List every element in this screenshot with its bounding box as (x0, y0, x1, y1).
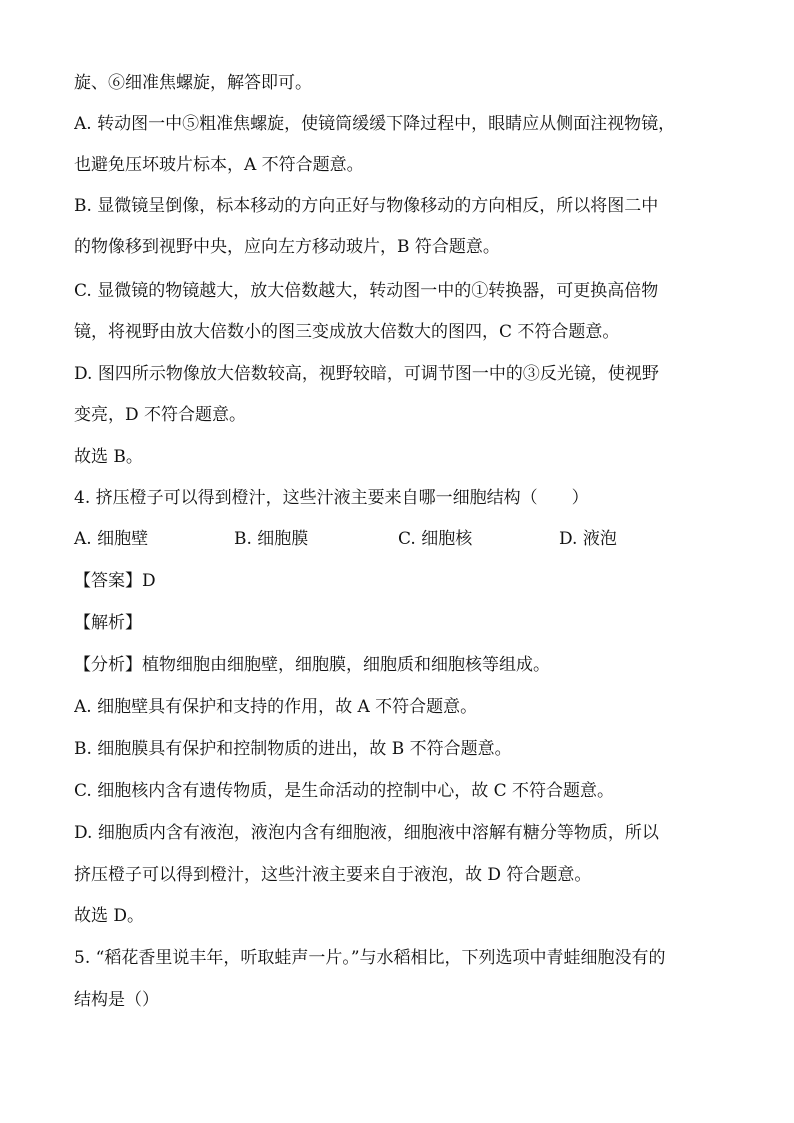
text-line: D. 细胞质内含有液泡，液泡内含有细胞液，细胞液中溶解有糖分等物质，所以 (74, 823, 659, 843)
text-line: C. 显微镜的物镜越大，放大倍数越大，转动图一中的①转换器，可更换高倍物 (74, 281, 659, 301)
text-line: C. 细胞核内含有遗传物质，是生命活动的控制中心，故 C 不符合题意。 (74, 781, 615, 801)
text-line: 的物像移到视野中央，应向左方移动玻片，B 符合题意。 (74, 237, 500, 257)
text-line: 旋、⑥细准焦螺旋，解答即可。 (74, 73, 312, 93)
text-line: 挤压橙子可以得到橙汁，这些汁液主要来自于液泡，故 D 符合题意。 (74, 865, 592, 885)
text-line: 【分析】植物细胞由细胞壁，细胞膜，细胞质和细胞核等组成。 (74, 655, 550, 675)
answer-label: 【答案】D (74, 571, 156, 591)
option-b: B. 细胞膜 (234, 529, 309, 549)
option-c: C. 细胞核 (398, 529, 473, 549)
text-line: 也避免压坏玻片标本，A 不符合题意。 (74, 155, 364, 175)
text-line: D. 图四所示物像放大倍数较高，视野较暗，可调节图一中的③反光镜，使视野 (74, 364, 659, 384)
text-line: 变亮，D 不符合题意。 (74, 405, 247, 425)
option-a: A. 细胞壁 (74, 529, 149, 549)
question-4: 4. 挤压橙子可以得到橙汁，这些汁液主要来自哪一细胞结构（ ） (74, 488, 589, 508)
option-d: D. 液泡 (559, 529, 617, 549)
text-line: 镜，将视野由放大倍数小的图三变成放大倍数大的图四，C 不符合题意。 (74, 322, 620, 342)
question-5: 5. “稻花香里说丰年，听取蛙声一片。”与水稻相比，下列选项中青蛙细胞没有的 (74, 948, 666, 968)
text-line: 故选 B。 (74, 447, 143, 467)
text-line: A. 细胞壁具有保护和支持的作用，故 A 不符合题意。 (74, 697, 478, 717)
text-line: A. 转动图一中⑤粗准焦螺旋，使镜筒缓缓下降过程中，眼睛应从侧面注视物镜， (74, 114, 676, 134)
text-line: B. 显微镜呈倒像，标本移动的方向正好与物像移动的方向相反，所以将图二中 (74, 196, 659, 216)
text-line: 结构是（） (74, 990, 159, 1010)
analysis-label: 【解析】 (74, 613, 142, 633)
text-line: B. 细胞膜具有保护和控制物质的进出，故 B 不符合题意。 (74, 739, 512, 759)
answer-options (74, 528, 724, 552)
text-line: 故选 D。 (74, 906, 145, 926)
